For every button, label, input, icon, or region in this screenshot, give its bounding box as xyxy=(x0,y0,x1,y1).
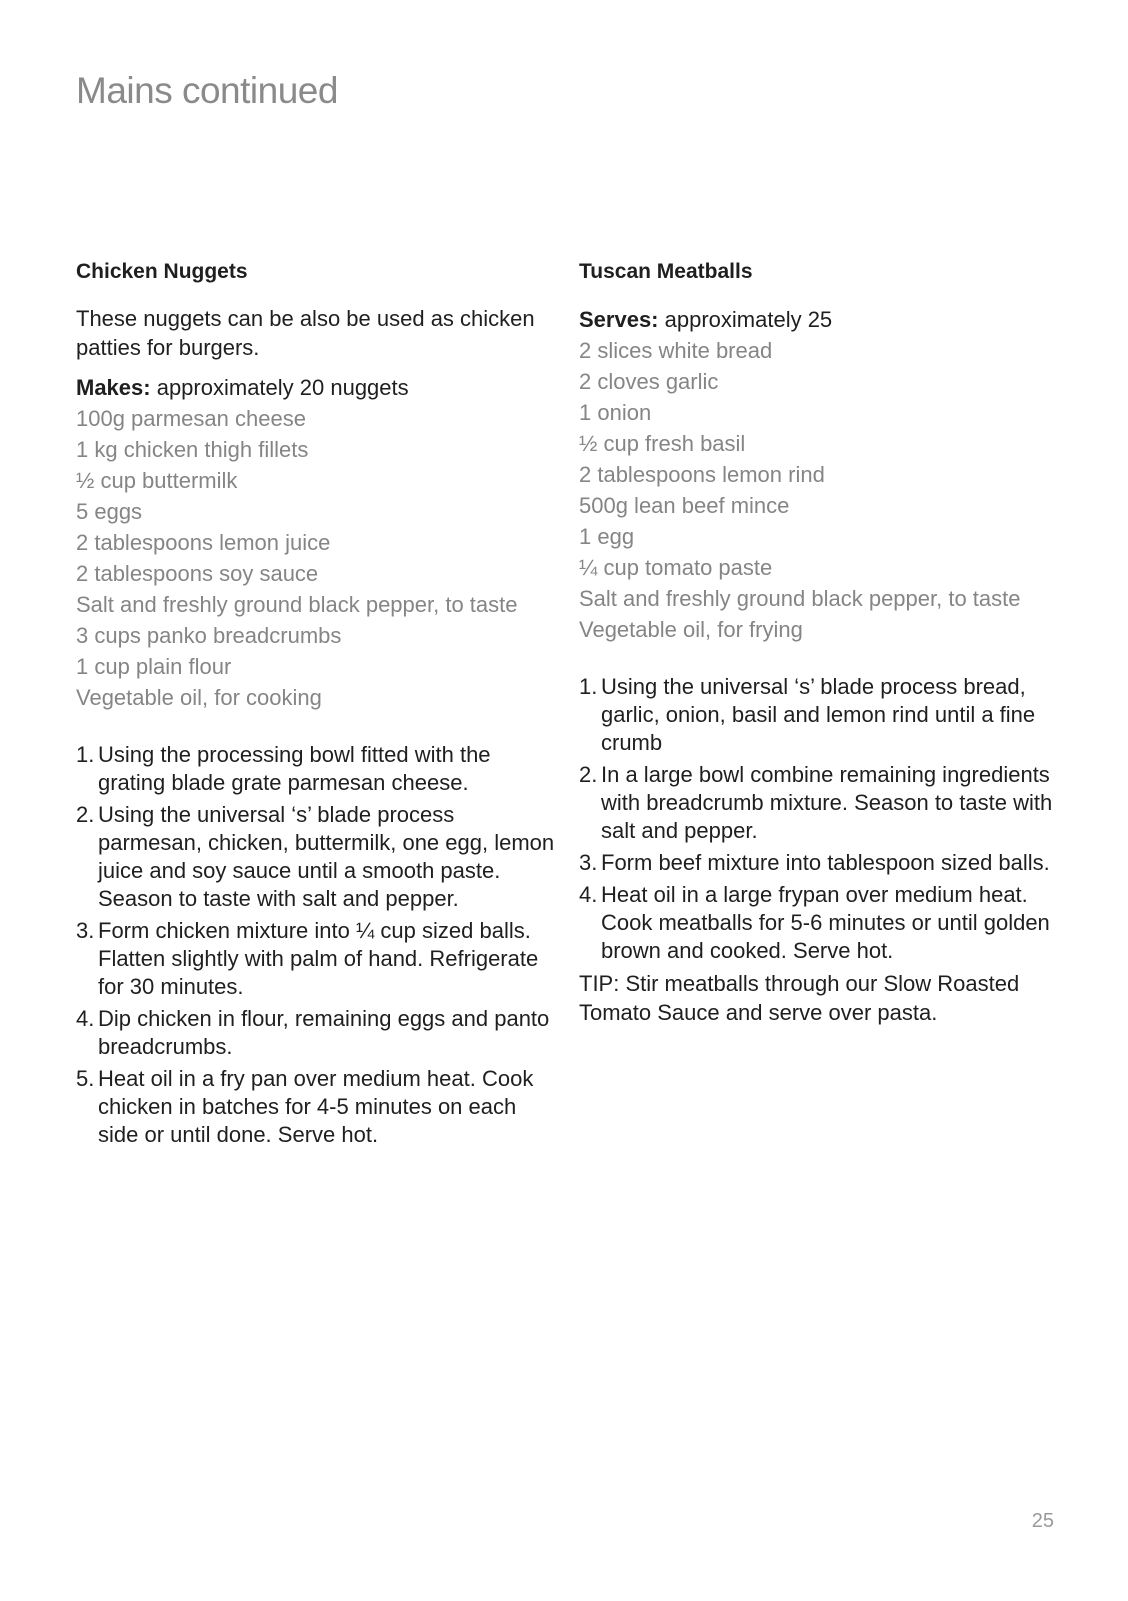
method-step xyxy=(76,1065,556,1149)
ingredient-item: ½ cup fresh basil xyxy=(579,431,746,456)
ingredient-item: 5 eggs xyxy=(76,499,143,524)
recipe-tip: TIP: Stir meatballs through our Slow Roasted Tomato Sauce and serve over pasta. xyxy=(579,971,1020,1025)
recipe-yield xyxy=(579,304,1059,335)
ingredient-item: 100g parmesan cheese xyxy=(76,406,306,431)
method-step xyxy=(76,741,556,797)
method-list xyxy=(76,741,556,1149)
step-number: 5. xyxy=(76,1066,95,1091)
step-text: Form chicken mixture into ¼ cup sized balls. Flatten slightly with palm of hand. Refrigerate for 30 minutes. xyxy=(98,918,539,999)
ingredient-item: 1 kg chicken thigh fillets xyxy=(76,437,309,462)
ingredient-item: 500g lean beef mince xyxy=(579,493,790,518)
method-step xyxy=(579,673,1059,757)
ingredient-item: 2 cloves garlic xyxy=(579,369,719,394)
step-number: 2. xyxy=(579,762,598,787)
step-text: Dip chicken in flour, remaining eggs and panto breadcrumbs. xyxy=(98,1006,550,1059)
recipe-chicken-nuggets xyxy=(76,258,556,1153)
ingredient-item: 2 tablespoons lemon rind xyxy=(579,462,825,487)
ingredient-item: Salt and freshly ground black pepper, to taste xyxy=(579,586,1021,611)
step-text: Using the processing bowl fitted with the grating blade grate parmesan cheese. xyxy=(98,742,491,795)
step-text: Heat oil in a fry pan over medium heat. Cook chicken in batches for 4-5 minutes on each side or until done. Serve hot. xyxy=(98,1066,534,1147)
method-step xyxy=(76,801,556,913)
step-text: Using the universal ‘s’ blade process bread, garlic, onion, basil and lemon rind until a fine crumb xyxy=(601,674,1036,755)
step-number: 4. xyxy=(76,1006,95,1031)
step-number: 3. xyxy=(76,918,95,943)
ingredient-item: Vegetable oil, for cooking xyxy=(76,685,322,710)
step-number: 1. xyxy=(579,674,598,699)
ingredient-item: 1 egg xyxy=(579,524,635,549)
step-number: 1. xyxy=(76,742,95,767)
step-number: 2. xyxy=(76,802,95,827)
ingredient-item: ¼ cup tomato paste xyxy=(579,555,773,580)
yield-label: Makes: xyxy=(76,375,151,400)
method-step xyxy=(579,849,1059,877)
recipe-title: Tuscan Meatballs xyxy=(579,260,753,283)
method-step xyxy=(76,917,556,1001)
recipe-title: Chicken Nuggets xyxy=(76,260,248,283)
method-step xyxy=(76,1005,556,1061)
recipe-tuscan-meatballs xyxy=(579,258,1059,1027)
step-number: 4. xyxy=(579,882,598,907)
step-text: Using the universal ‘s’ blade process parmesan, chicken, buttermilk, one egg, lemon juice and soy sauce until a smooth paste. Season to taste with salt and pepper. xyxy=(98,802,555,911)
ingredient-item: 2 tablespoons lemon juice xyxy=(76,530,331,555)
recipe-intro: These nuggets can be also be used as chicken patties for burgers. xyxy=(76,306,535,360)
page-title: Mains continued xyxy=(76,70,338,111)
ingredient-item: 2 slices white bread xyxy=(579,338,773,363)
ingredient-item: Salt and freshly ground black pepper, to taste xyxy=(76,592,518,617)
step-text: In a large bowl combine remaining ingredients with breadcrumb mixture. Season to taste with salt and pepper. xyxy=(601,762,1053,843)
ingredient-item: 2 tablespoons soy sauce xyxy=(76,561,319,586)
page-number: 25 xyxy=(1031,1510,1054,1532)
ingredient-item: 1 onion xyxy=(579,400,652,425)
step-number: 3. xyxy=(579,850,598,875)
ingredient-list xyxy=(579,335,1059,645)
step-text: Form beef mixture into tablespoon sized balls. xyxy=(601,850,1050,875)
step-text: Heat oil in a large frypan over medium heat. Cook meatballs for 5-6 minutes or until golden brown and cooked. Serve hot. xyxy=(601,882,1050,963)
method-step xyxy=(579,881,1059,965)
method-step xyxy=(579,761,1059,845)
ingredient-item: Vegetable oil, for frying xyxy=(579,617,803,642)
ingredient-item: ½ cup buttermilk xyxy=(76,468,238,493)
ingredient-list xyxy=(76,403,556,713)
yield-value: approximately 25 xyxy=(658,307,833,332)
recipe-yield xyxy=(76,372,556,403)
ingredient-item: 3 cups panko breadcrumbs xyxy=(76,623,342,648)
yield-label: Serves: xyxy=(579,307,659,332)
ingredient-item: 1 cup plain flour xyxy=(76,654,232,679)
method-list xyxy=(579,673,1059,965)
yield-value: approximately 20 nuggets xyxy=(150,375,409,400)
